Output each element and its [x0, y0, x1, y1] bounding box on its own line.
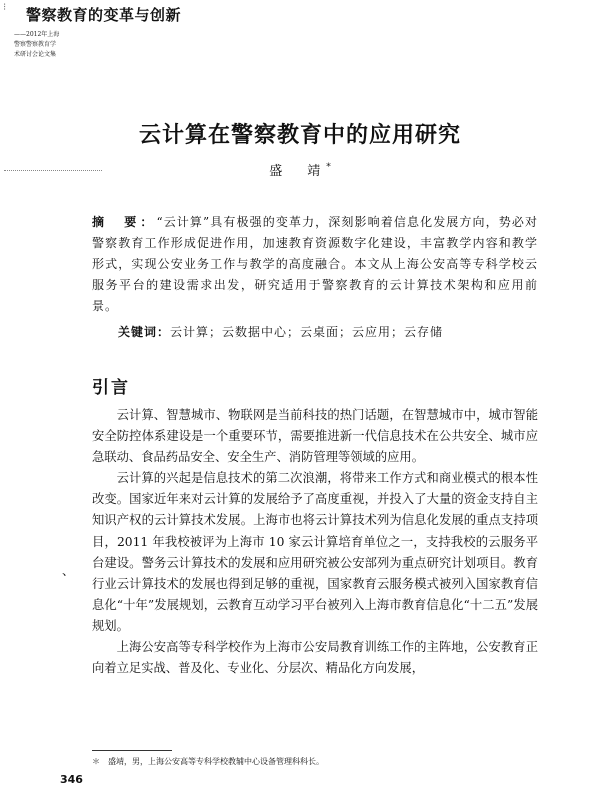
issue-line-1: ——2012年上海	[14, 31, 60, 38]
author-footnote-mark: *	[326, 162, 331, 173]
footnote: ＊ 盛靖，男，上海公安高等专科学校教辅中心设备管理科科长。	[92, 757, 324, 766]
issue-line-3: 术研讨会论文集	[14, 51, 57, 58]
keywords	[118, 323, 538, 340]
issue-caption	[14, 30, 102, 60]
article-title: 云计算在警察教育中的应用研究	[138, 123, 461, 148]
issue-line-2: 警察警察教育学	[14, 41, 57, 48]
abstract	[92, 212, 538, 317]
abstract-label: 摘 要：	[92, 215, 157, 229]
section-heading: 引言	[92, 378, 130, 398]
abstract-text: “云计算”具有极强的变革力，深刻影响着信息化发展方向，势必对警察教育工作形成促进作用，加速教育资源数字化建设，丰富教学内容和教学形式，实现公安业务工作与教学的高度融合。本文从上海公安高等专科学校云服务平台的建设需求出发，研究适用于警察教育的云计算技术架构和应用前景。	[92, 215, 538, 313]
keywords-label: 关键词：	[118, 325, 171, 339]
author-name: 盛 靖	[269, 164, 327, 179]
footnote-divider	[92, 750, 172, 751]
paragraph: 云计算的兴起是信息技术的第二次浪潮，将带来工作方式和商业模式的根本性改变。国家近年来对云计算的发展给予了高度重视，并投入了大量的资金支持自主知识产权的云计算技术发展。上海市也将云计算技术列为信息化发展的重点支持项目，2011 年我校被评为上海市 10 家云计算培育单位之一，支持我校的云服务平台建设。警务云计算技术的发展和应用研究被公安部列为重点研究计划项目。教育行业云计算技术的发展也得到足够的重视，国家教育云服务模式被列入国家教育信息化“十年”发展规划，云教育互动学习平台被列入上海市教育信息化“十二五”发展规划。	[92, 471, 538, 633]
margin-mark: 、	[62, 564, 75, 578]
author-line	[0, 160, 600, 179]
page-number: 346	[60, 773, 83, 786]
paragraph: 云计算、智慧城市、物联网是当前科技的热门话题，在智慧城市中，城市智能安全防控体系建设是一个重要环节，需要推进新一代信息技术在公共安全、城市应急联动、食品药品安全、安全生产、消防管理等领域的应用。	[92, 408, 538, 465]
keywords-text: 云计算；云数据中心；云桌面；云应用；云存储	[170, 325, 444, 339]
section-body	[92, 405, 538, 679]
paragraph: 上海公安高等专科学校作为上海市公安局教育训练工作的主阵地，公安教育正向着立足实战、普及化、专业化、分层次、精品化方向发展，	[92, 640, 538, 676]
corner-mark: ⁝	[3, 2, 7, 13]
column-title: 警察教育的变革与创新	[26, 6, 182, 24]
